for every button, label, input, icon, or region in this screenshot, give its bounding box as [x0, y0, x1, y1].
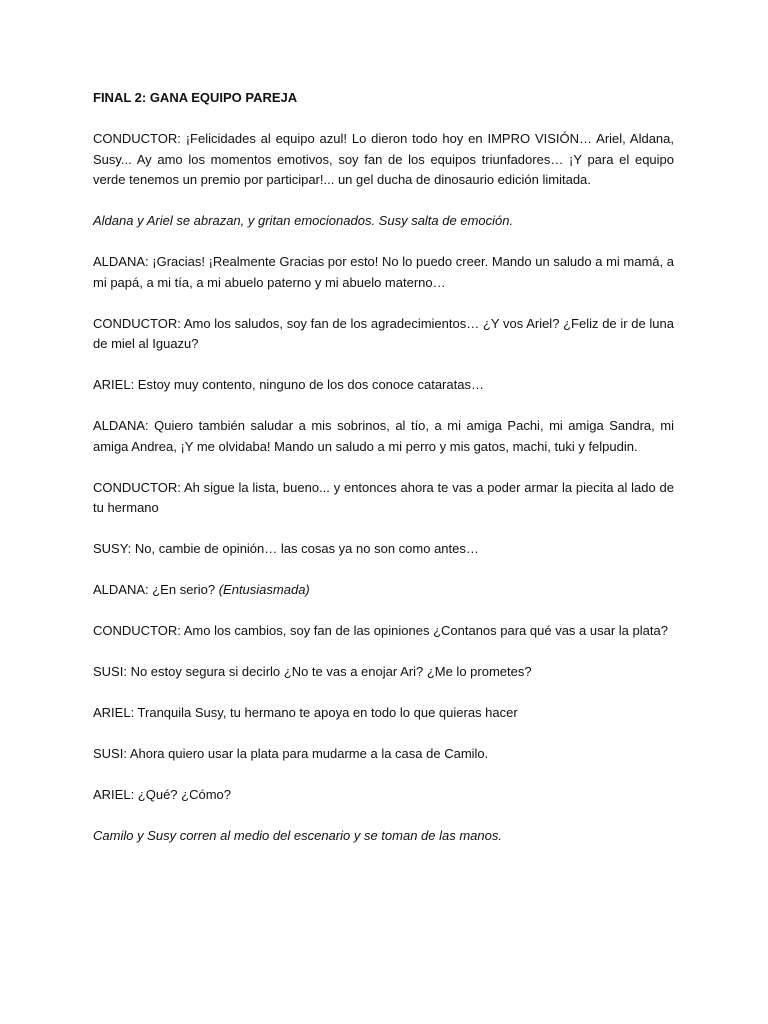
dialogue-aldana-2: ALDANA: Quiero también saludar a mis sobrinos, al tío, a mi amiga Pachi, mi amiga Sandra, mi amiga Andrea, ¡Y me olvidaba! Mando un saludo a mi perro y mis gatos, machi, tuki y felpudin.	[93, 418, 674, 454]
dialogue-conductor-1: CONDUCTOR: ¡Felicidades al equipo azul! Lo dieron todo hoy en IMPRO VISIÓN… Ariel, Aldana, Susy... Ay amo los momentos emotivos, soy fan de los equipos triunfadores… ¡Y para el equipo verde tenemos un premio por participar!... un gel ducha de dinosaurio edición limitada.	[93, 131, 674, 187]
dialogue-ariel-3: ARIEL: ¿Qué? ¿Cómo?	[93, 787, 231, 802]
dialogue-aldana-3	[93, 580, 674, 601]
dialogue-susi-1: SUSI: No estoy segura si decirlo ¿No te vas a enojar Ari? ¿Me lo prometes?	[93, 664, 532, 679]
document-page	[93, 88, 674, 867]
dialogue-ariel-2: ARIEL: Tranquila Susy, tu hermano te apoya en todo lo que quieras hacer	[93, 705, 518, 720]
stage-direction-2: Camilo y Susy corren al medio del escenario y se toman de las manos.	[93, 828, 502, 843]
dialogue-conductor-3: CONDUCTOR: Ah sigue la lista, bueno... y entonces ahora te vas a poder armar la piecita al lado de tu hermano	[93, 479, 674, 515]
dialogue-susy-1: SUSY: No, cambie de opinión… las cosas ya no son como antes…	[93, 541, 479, 556]
document-title: FINAL 2: GANA EQUIPO PAREJA	[93, 90, 298, 105]
inline-stage-direction: (Entusiasmada)	[218, 582, 310, 597]
stage-direction-1: Aldana y Ariel se abrazan, y gritan emocionados. Susy salta de emoción.	[93, 213, 514, 228]
dialogue-conductor-4: CONDUCTOR: Amo los cambios, soy fan de las opiniones ¿Contanos para qué vas a usar la plata?	[93, 623, 668, 638]
dialogue-aldana-3-text: ALDANA: ¿En serio?	[93, 582, 219, 597]
dialogue-aldana-1: ALDANA: ¡Gracias! ¡Realmente Gracias por esto! No lo puedo creer. Mando un saludo a mi mamá, a mi papá, a mi tía, a mi abuelo paterno y mi abuelo materno…	[93, 254, 674, 290]
dialogue-conductor-2: CONDUCTOR: Amo los saludos, soy fan de los agradecimientos… ¿Y vos Ariel? ¿Feliz de ir de luna de miel al Iguazu?	[93, 315, 674, 351]
dialogue-susi-2: SUSI: Ahora quiero usar la plata para mudarme a la casa de Camilo.	[93, 746, 489, 761]
dialogue-ariel-1: ARIEL: Estoy muy contento, ninguno de los dos conoce cataratas…	[93, 377, 484, 392]
